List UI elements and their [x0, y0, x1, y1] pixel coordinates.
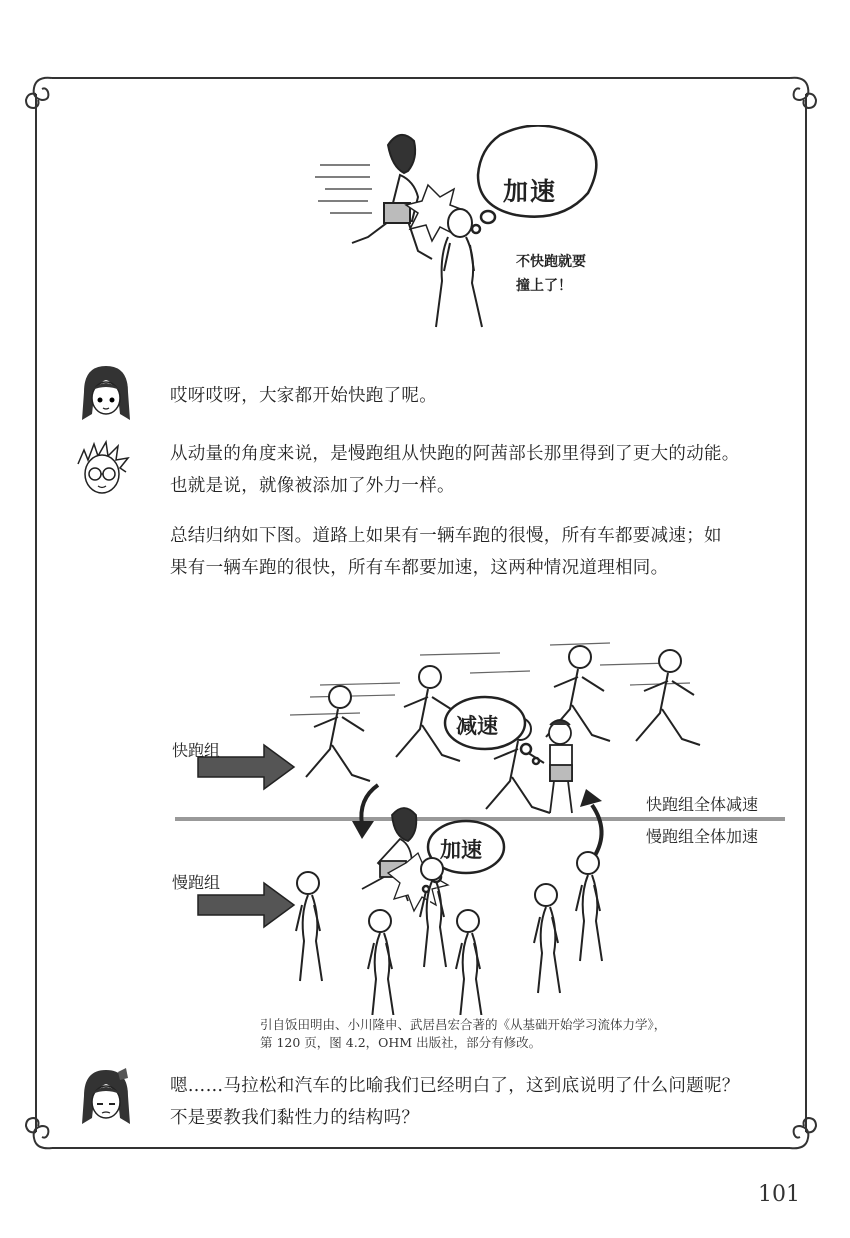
running-girl-figure [352, 135, 432, 259]
avatar-boy-glasses [70, 438, 134, 502]
final-dialogue [170, 1070, 740, 1134]
decelerate-bubble-text: 减速 [456, 714, 498, 738]
fast-group-result-label: 快跑组全体减速 [646, 795, 759, 814]
avatar-girl-ribbon [74, 1066, 138, 1130]
slow-girl-figure [549, 720, 572, 813]
figure-caption [260, 1016, 666, 1052]
up-curved-arrow [592, 805, 602, 857]
final-dialogue-line2: 不是要教我们黏性力的结构吗？ [170, 1108, 420, 1128]
avatar-girl-long-hair [74, 362, 138, 426]
dialogue-2-line1: 从动量的角度来说，是慢跑组从快跑的阿茜部长那里得到了更大的动能。 [170, 444, 740, 464]
accelerate-bubble-text-lower: 加速 [440, 838, 482, 862]
runners-diagram [170, 625, 790, 1015]
accelerate-bubble-text: 加速 [503, 177, 558, 206]
slow-group-label: 慢跑组 [172, 873, 221, 892]
dialogue-line-1: 哎呀哎呀，大家都开始快跑了呢。 [170, 386, 437, 406]
top-comic-illustration [300, 125, 620, 355]
caption-line2: 第 120 页，图 4.2，OHM 出版社，部分有修改。 [260, 1035, 542, 1050]
summary-paragraph [170, 520, 722, 584]
side-note [516, 250, 586, 298]
fast-group-label: 快跑组 [172, 741, 221, 760]
slow-group-result-label: 慢跑组全体加速 [646, 827, 759, 846]
page-number: 101 [758, 1182, 800, 1207]
summary-line1: 总结归纳如下图。道路上如果有一辆车跑的很慢，所有车都要减速；如 [170, 526, 722, 546]
summary-line2: 果有一辆车跑的很快，所有车都要加速，这两种情况道理相同。 [170, 558, 669, 578]
side-note-line2: 撞上了！ [516, 278, 572, 294]
final-dialogue-line1: 嗯……马拉松和汽车的比喻我们已经明白了，这到底说明了什么问题呢？ [170, 1076, 740, 1096]
dialogue-2 [170, 438, 740, 502]
dialogue-2-line2: 也就是说，就像被添加了外力一样。 [170, 476, 455, 496]
slow-group-runners [296, 852, 602, 1015]
caption-line1: 引自饭田明由、小川隆申、武居昌宏合著的《从基础开始学习流体力学》， [260, 1017, 667, 1032]
side-note-line1: 不快跑就要 [516, 254, 586, 270]
